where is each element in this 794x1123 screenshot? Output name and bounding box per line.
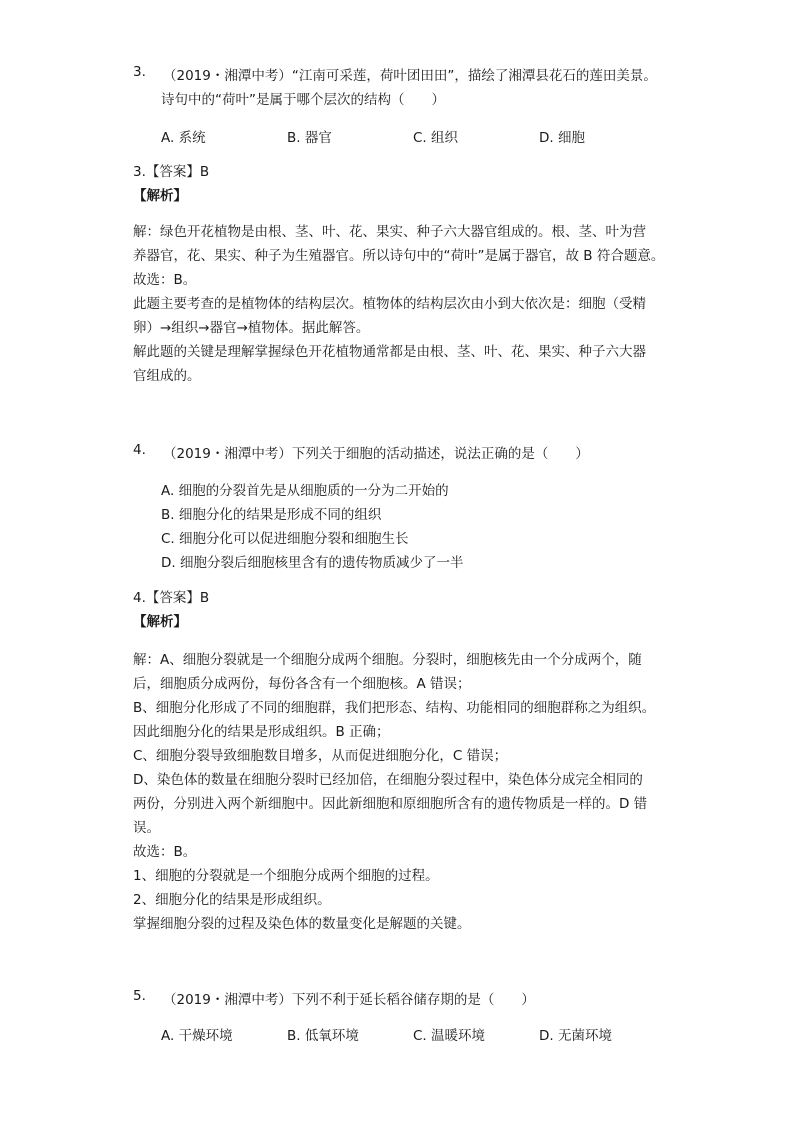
q3-option-c: C. 组织 — [413, 130, 459, 146]
q4-stem-line1: （2019・湘潭中考）下列关于细胞的活动描述，说法正确的是（ ） — [163, 446, 589, 462]
q3-explanation-line: 官组成的。 — [133, 368, 201, 384]
q5-option-a: A. 干燥环境 — [161, 1028, 233, 1044]
q3-analysis-label: 【解析】 — [133, 188, 187, 204]
q3-explanation-line: 故选：B。 — [133, 272, 197, 288]
q4-option-b: B. 细胞分化的结果是形成不同的组织 — [161, 507, 382, 523]
q3-stem-line1: （2019・湘潭中考）“江南可采莲，荷叶团田田”，描绘了湘潭县花石的莲田美景。 — [163, 68, 657, 84]
q4-explanation-line: 故选：B。 — [133, 844, 197, 860]
q4-explanation-line: 2、细胞分化的结果是形成组织。 — [133, 892, 331, 908]
q4-explanation-line: C、细胞分裂导致细胞数目增多，从而促进细胞分化，C 错误； — [133, 748, 508, 764]
q4-option-d: D. 细胞分裂后细胞核里含有的遗传物质减少了一半 — [161, 555, 464, 571]
q4-explanation-line: 因此细胞分化的结果是形成组织。B 正确； — [133, 724, 390, 740]
q4-explanation-line: 两份，分别进入两个新细胞中。因此新细胞和原细胞所含有的遗传物质是一样的。D 错 — [133, 796, 648, 812]
q3-answer: 3.【答案】B — [133, 164, 210, 180]
q3-explanation-line: 解：绿色开花植物是由根、茎、叶、花、果实、种子六大器官组成的。根、茎、叶为营 — [133, 224, 646, 240]
q3-stem-line2: 诗句中的“荷叶”是属于哪个层次的结构（ ） — [161, 92, 445, 108]
q4-explanation-line: D、染色体的数量在细胞分裂时已经加倍，在细胞分裂过程中，染色体分成完全相同的 — [133, 772, 643, 788]
q3-number: 3. — [133, 64, 146, 80]
q4-explanation-line: 误。 — [133, 820, 160, 836]
q5-number: 5. — [133, 988, 146, 1004]
q4-explanation-line: 解：A、细胞分裂就是一个细胞分成两个细胞。分裂时，细胞核先由一个分成两个，随 — [133, 652, 642, 668]
q5-option-c: C. 温暖环境 — [413, 1028, 486, 1044]
q5-option-d: D. 无菌环境 — [539, 1028, 612, 1044]
q3-option-d: D. 细胞 — [539, 130, 585, 146]
q3-option-b: B. 器官 — [287, 130, 332, 146]
q4-analysis-label: 【解析】 — [133, 614, 187, 630]
q4-answer: 4.【答案】B — [133, 590, 210, 606]
q3-explanation-line: 此题主要考查的是植物体的结构层次。植物体的结构层次由小到大依次是：细胞（受精 — [133, 296, 646, 312]
q3-explanation-line: 养器官，花、果实、种子为生殖器官。所以诗句中的“荷叶”是属于器官，故 B 符合题意。 — [133, 248, 665, 264]
q4-explanation-line: 1、细胞的分裂就是一个细胞分成两个细胞的过程。 — [133, 868, 439, 884]
q4-explanation-line: B、细胞分化形成了不同的细胞群，我们把形态、结构、功能相同的细胞群称之为组织。 — [133, 700, 656, 716]
q3-option-a: A. 系统 — [161, 130, 206, 146]
q5-option-b: B. 低氧环境 — [287, 1028, 359, 1044]
q4-option-c: C. 细胞分化可以促进细胞分裂和细胞生长 — [161, 531, 409, 547]
q4-explanation-line: 掌握细胞分裂的过程及染色体的数量变化是解题的关键。 — [133, 916, 471, 932]
q5-stem-line1: （2019・湘潭中考）下列不利于延长稻谷储存期的是（ ） — [163, 992, 535, 1008]
q3-explanation-line: 解此题的关键是理解掌握绿色开花植物通常都是由根、茎、叶、花、果实、种子六大器 — [133, 344, 646, 360]
q4-explanation-line: 后，细胞质分成两份，每份各含有一个细胞核。A 错误； — [133, 676, 471, 692]
q4-number: 4. — [133, 442, 146, 458]
q3-explanation-line: 卵）→组织→器官→植物体。据此解答。 — [133, 320, 370, 336]
q4-option-a: A. 细胞的分裂首先是从细胞质的一分为二开始的 — [161, 483, 449, 499]
